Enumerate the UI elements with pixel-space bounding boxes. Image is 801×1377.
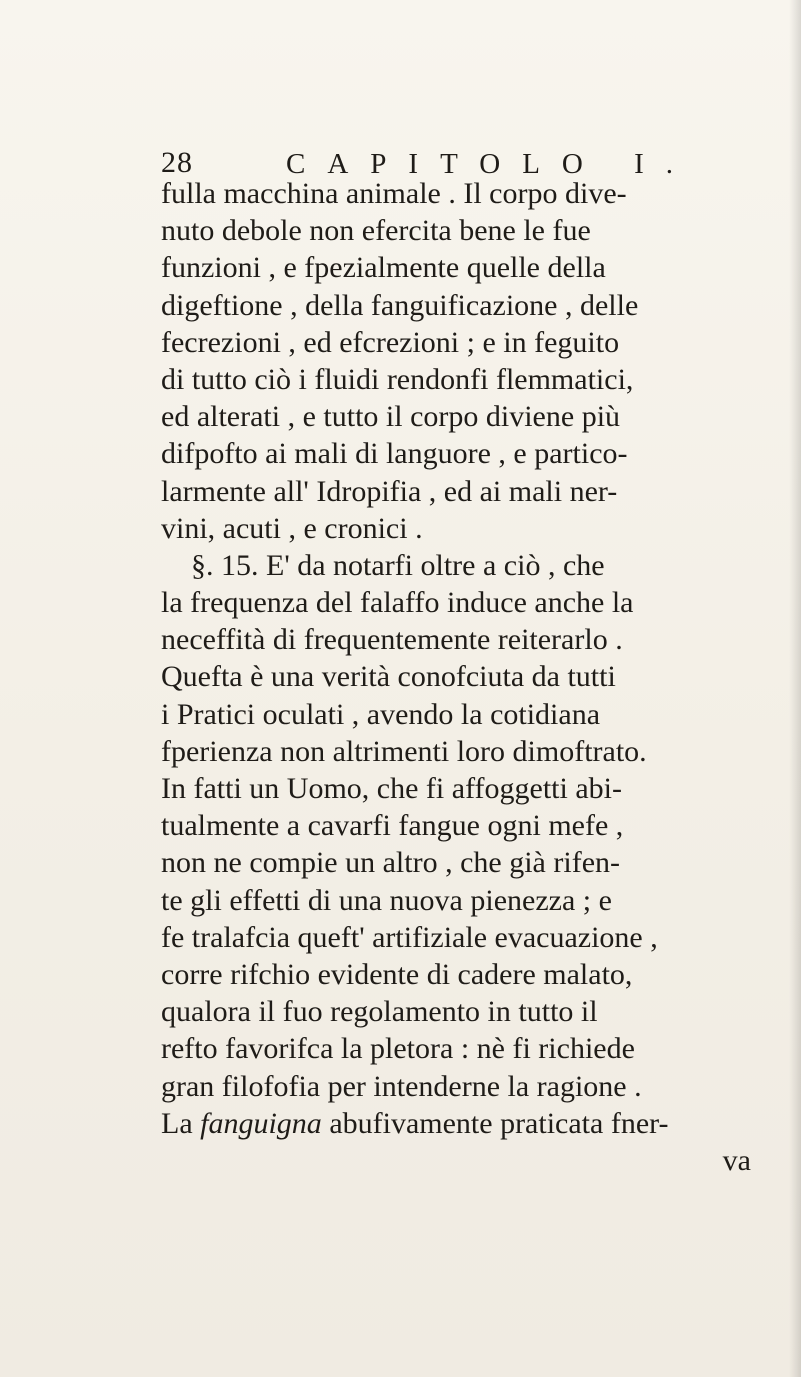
running-head: CAPITOLO I. (286, 148, 696, 180)
text-line: In fatti un Uomo, che fi affoggetti abi- (161, 772, 622, 805)
text-line: la frequenza del falaffo induce anche la (161, 586, 634, 620)
text-line: qualora il fuo regolamento in tutto il (161, 995, 598, 1029)
text-line: di tutto ciò i fluidi rendonfi flemmatici, (161, 362, 634, 396)
text-line: §. 15. E' da notarfi oltre a ciò , che (191, 548, 605, 582)
text-line-mixed (161, 1105, 761, 1142)
text-line: corre rifchio evidente di cadere malato, (161, 957, 633, 991)
catchword: va (722, 1143, 751, 1177)
text-line: difpofto ai mali di languore , e partico- (161, 437, 628, 471)
text-line: vini, acuti , e cronici . (161, 511, 423, 545)
text-line: refto favorifca la pletora : nè fi richiede (161, 1032, 635, 1066)
text-line: tualmente a cavarfi fangue ogni mefe , (161, 809, 624, 843)
text-line: i Pratici oculati , avendo la cotidiana (161, 697, 601, 731)
page-number: 28 (161, 146, 193, 179)
text-line: fe tralafcia queft' artifiziale evacuazione , (161, 920, 658, 954)
text-line: Quefta è una verità conofciuta da tutti (161, 660, 616, 694)
text-line: fperienza non altrimenti loro dimoftrato. (161, 734, 647, 768)
text-line: non ne compie un altro , che già rifen- (161, 846, 620, 880)
text-line: ed alterati , e tutto il corpo diviene più (161, 400, 621, 434)
text-line: fulla macchina animale . Il corpo dive- (161, 177, 627, 210)
page-edge-shadow (789, 0, 801, 1377)
text-line: gran filofofia per intenderne la ragione . (161, 1069, 642, 1103)
text-line: nuto debole non efercita bene le fue (161, 214, 591, 248)
text-line: fecrezioni , ed efcrezioni ; e in feguito (161, 325, 620, 359)
text-fragment: La (161, 1106, 193, 1140)
body-text (161, 175, 761, 1179)
text-line: te gli effetti di una nuova pienezza ; e (161, 883, 612, 917)
text-line: larmente all' Idropifia , ed ai mali ner- (161, 474, 618, 508)
text-fragment: abufivamente praticata fner- (329, 1106, 669, 1140)
italic-term: fanguigna (200, 1106, 322, 1140)
text-line: neceffità di frequentemente reiterarlo . (161, 623, 623, 657)
text-line: funzioni , e fpezialmente quelle della (161, 251, 606, 285)
text-line: digeftione , della fanguificazione , delle (161, 288, 639, 322)
